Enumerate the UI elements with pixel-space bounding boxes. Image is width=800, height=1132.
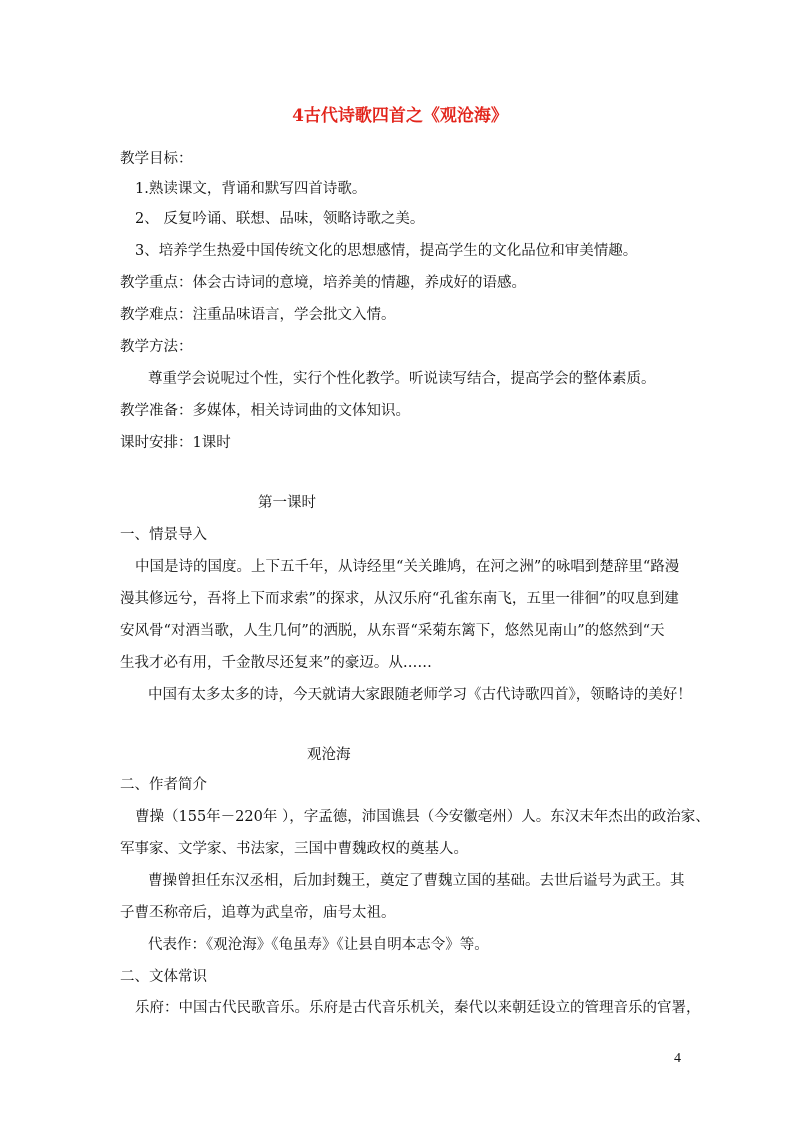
section-genre-heading: 二、文体常识 xyxy=(120,969,207,985)
intro-paragraph-line: 中国是诗的国度。上下五千年，从诗经里“关关雎鸠，在河之洲”的咏唱到楚辞里“路漫 xyxy=(135,559,680,575)
difficulty-line: 教学难点：注重品味语言，学会批文入情。 xyxy=(120,307,396,323)
intro-paragraph-line: 安风骨“对酒当歌，人生几何”的洒脱，从东晋“采菊东篱下，悠然见南山”的悠然到“天 xyxy=(120,623,665,639)
objective-item-1: 1.熟读课文，背诵和默写四首诗歌。 xyxy=(135,181,367,197)
section-intro-heading: 一、情景导入 xyxy=(120,527,207,543)
method-heading: 教学方法： xyxy=(120,339,193,355)
intro-paragraph-line: 漫其修远兮，吾将上下而求索”的探求，从汉乐府“孔雀东南飞，五里一徘徊”的叹息到建 xyxy=(120,591,679,607)
poem-heading: 观沧海 xyxy=(307,747,351,763)
objective-item-3: 3、培养学生热爱中国传统文化的思想感情，提高学生的文化品位和审美情趣。 xyxy=(135,243,638,259)
page-number: 4 xyxy=(674,1051,681,1066)
document-title: 4古代诗歌四首之《观沧海》 xyxy=(292,106,508,126)
preparation-line: 教学准备：多媒体，相关诗词曲的文体知识。 xyxy=(120,403,410,419)
author-paragraph-line: 曹操曾担任东汉丞相，后加封魏王，奠定了曹魏立国的基础。去世后谥号为武王。其 xyxy=(148,873,685,889)
objective-item-2: 2、 反复吟诵、联想、品味，领略诗歌之美。 xyxy=(135,211,425,227)
author-paragraph-line: 曹操（155年－220年 ），字孟德，沛国谯县（今安徽亳州）人。东汉末年杰出的政治家、 xyxy=(135,809,710,825)
genre-paragraph-line: 乐府：中国古代民歌音乐。乐府是古代音乐机关，秦代以来朝廷设立的管理音乐的官署， xyxy=(135,1000,701,1016)
objectives-heading: 教学目标： xyxy=(120,151,193,167)
intro-closing-line: 中国有太多太多的诗，今天就请大家跟随老师学习《古代诗歌四首》，领略诗的美好！ xyxy=(148,687,692,703)
key-point-line: 教学重点：体会古诗词的意境，培养美的情趣，养成好的语感。 xyxy=(120,275,526,291)
works-line: 代表作：《观沧海》《龟虽寿》《让县自明本志令》等。 xyxy=(148,937,489,953)
schedule-line: 课时安排：1课时 xyxy=(120,435,231,451)
author-paragraph-line: 子曹丕称帝后，追尊为武皇帝，庙号太祖。 xyxy=(120,905,396,921)
author-paragraph-line: 军事家、文学家、书法家，三国中曹魏政权的奠基人。 xyxy=(120,841,468,857)
section-author-heading: 二、作者简介 xyxy=(120,777,207,793)
intro-paragraph-line: 生我才必有用，千金散尽还复来”的豪迈。从…… xyxy=(120,655,432,671)
method-text: 尊重学会说呢过个性，实行个性化教学。听说读写结合，提高学会的整体素质。 xyxy=(148,371,656,387)
lesson-heading: 第一课时 xyxy=(258,495,316,511)
